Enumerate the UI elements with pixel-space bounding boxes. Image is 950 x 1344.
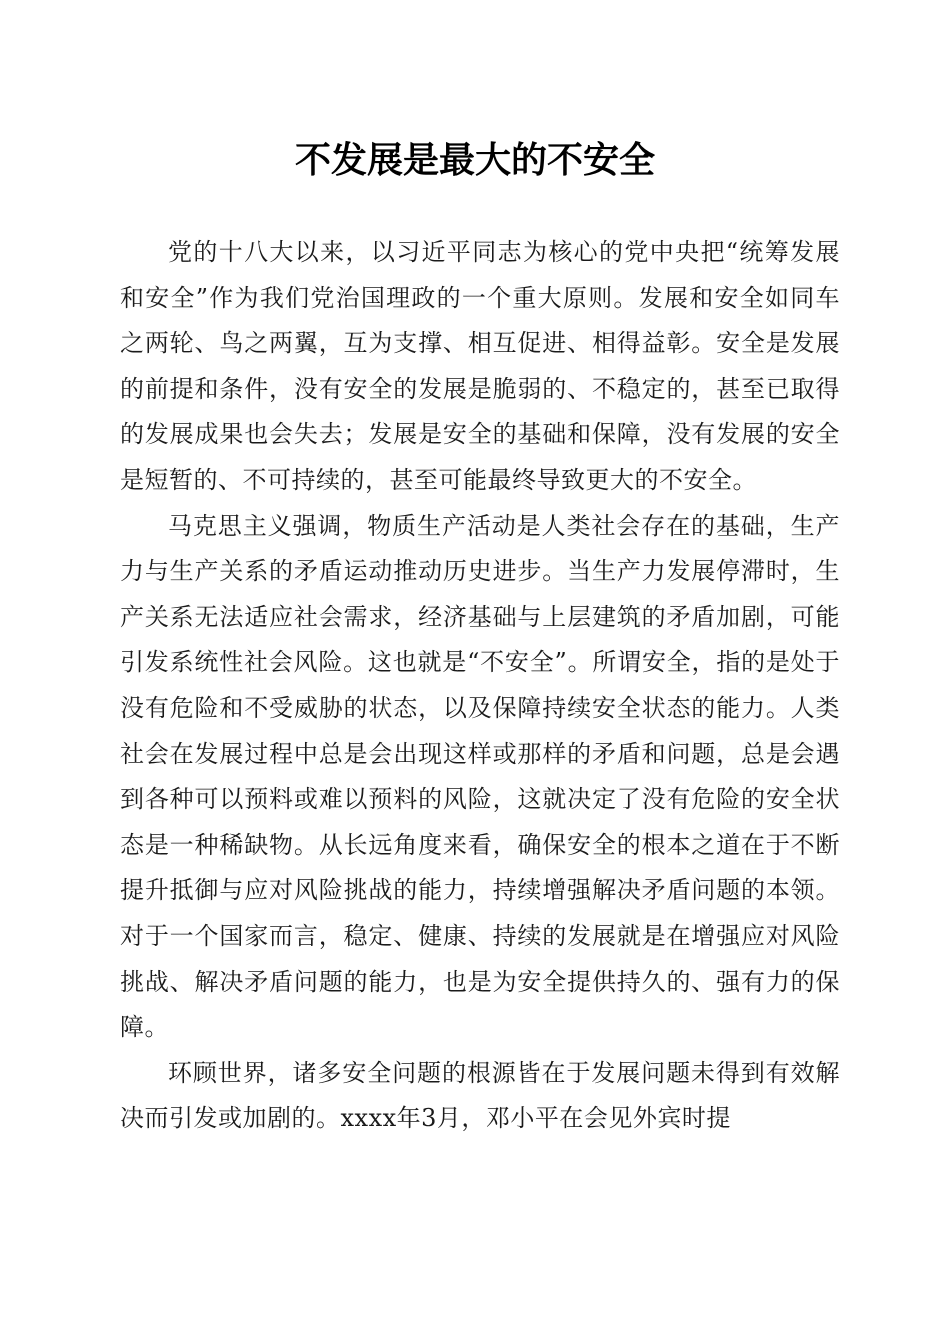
document-body xyxy=(120,230,840,1142)
paragraph-3: 环顾世界，诸多安全问题的根源皆在于发展问题未得到有效解决而引发或加剧的。xxxx年3月，邓小平在会见外宾时提 xyxy=(120,1058,840,1133)
paragraph-2: 马克思主义强调，物质生产活动是人类社会存在的基础，生产力与生产关系的矛盾运动推动历史进步。当生产力发展停滞时，生产关系无法适应社会需求，经济基础与上层建筑的矛盾加剧，可能引发系统性社会风险。这也就是“不安全”。所谓安全，指的是处于没有危险和不受威胁的状态，以及保障持续安全状态的能力。人类社会在发展过程中总是会出现这样或那样的矛盾和问题，总是会遇到各种可以预料或难以预料的风险，这就决定了没有危险的安全状态是一种稀缺物。从长远角度来看，确保安全的根本之道在于不断提升抵御与应对风险挑战的能力，持续增强解决矛盾问题的本领。对于一个国家而言，稳定、健康、持续的发展就是在增强应对风险挑战、解决矛盾问题的能力，也是为安全提供持久的、强有力的保障。 xyxy=(120,511,840,1042)
document-title: 不发展是最大的不安全 xyxy=(294,139,655,181)
paragraph-1: 党的十八大以来，以习近平同志为核心的党中央把“统筹发展和安全”作为我们党治国理政的一个重大原则。发展和安全如同车之两轮、鸟之两翼，互为支撑、相互促进、相得益彰。安全是发展的前提和条件，没有安全的发展是脆弱的、不稳定的，甚至已取得的发展成果也会失去；发展是安全的基础和保障，没有发展的安全是短暂的、不可持续的，甚至可能最终导致更大的不安全。 xyxy=(120,238,840,494)
